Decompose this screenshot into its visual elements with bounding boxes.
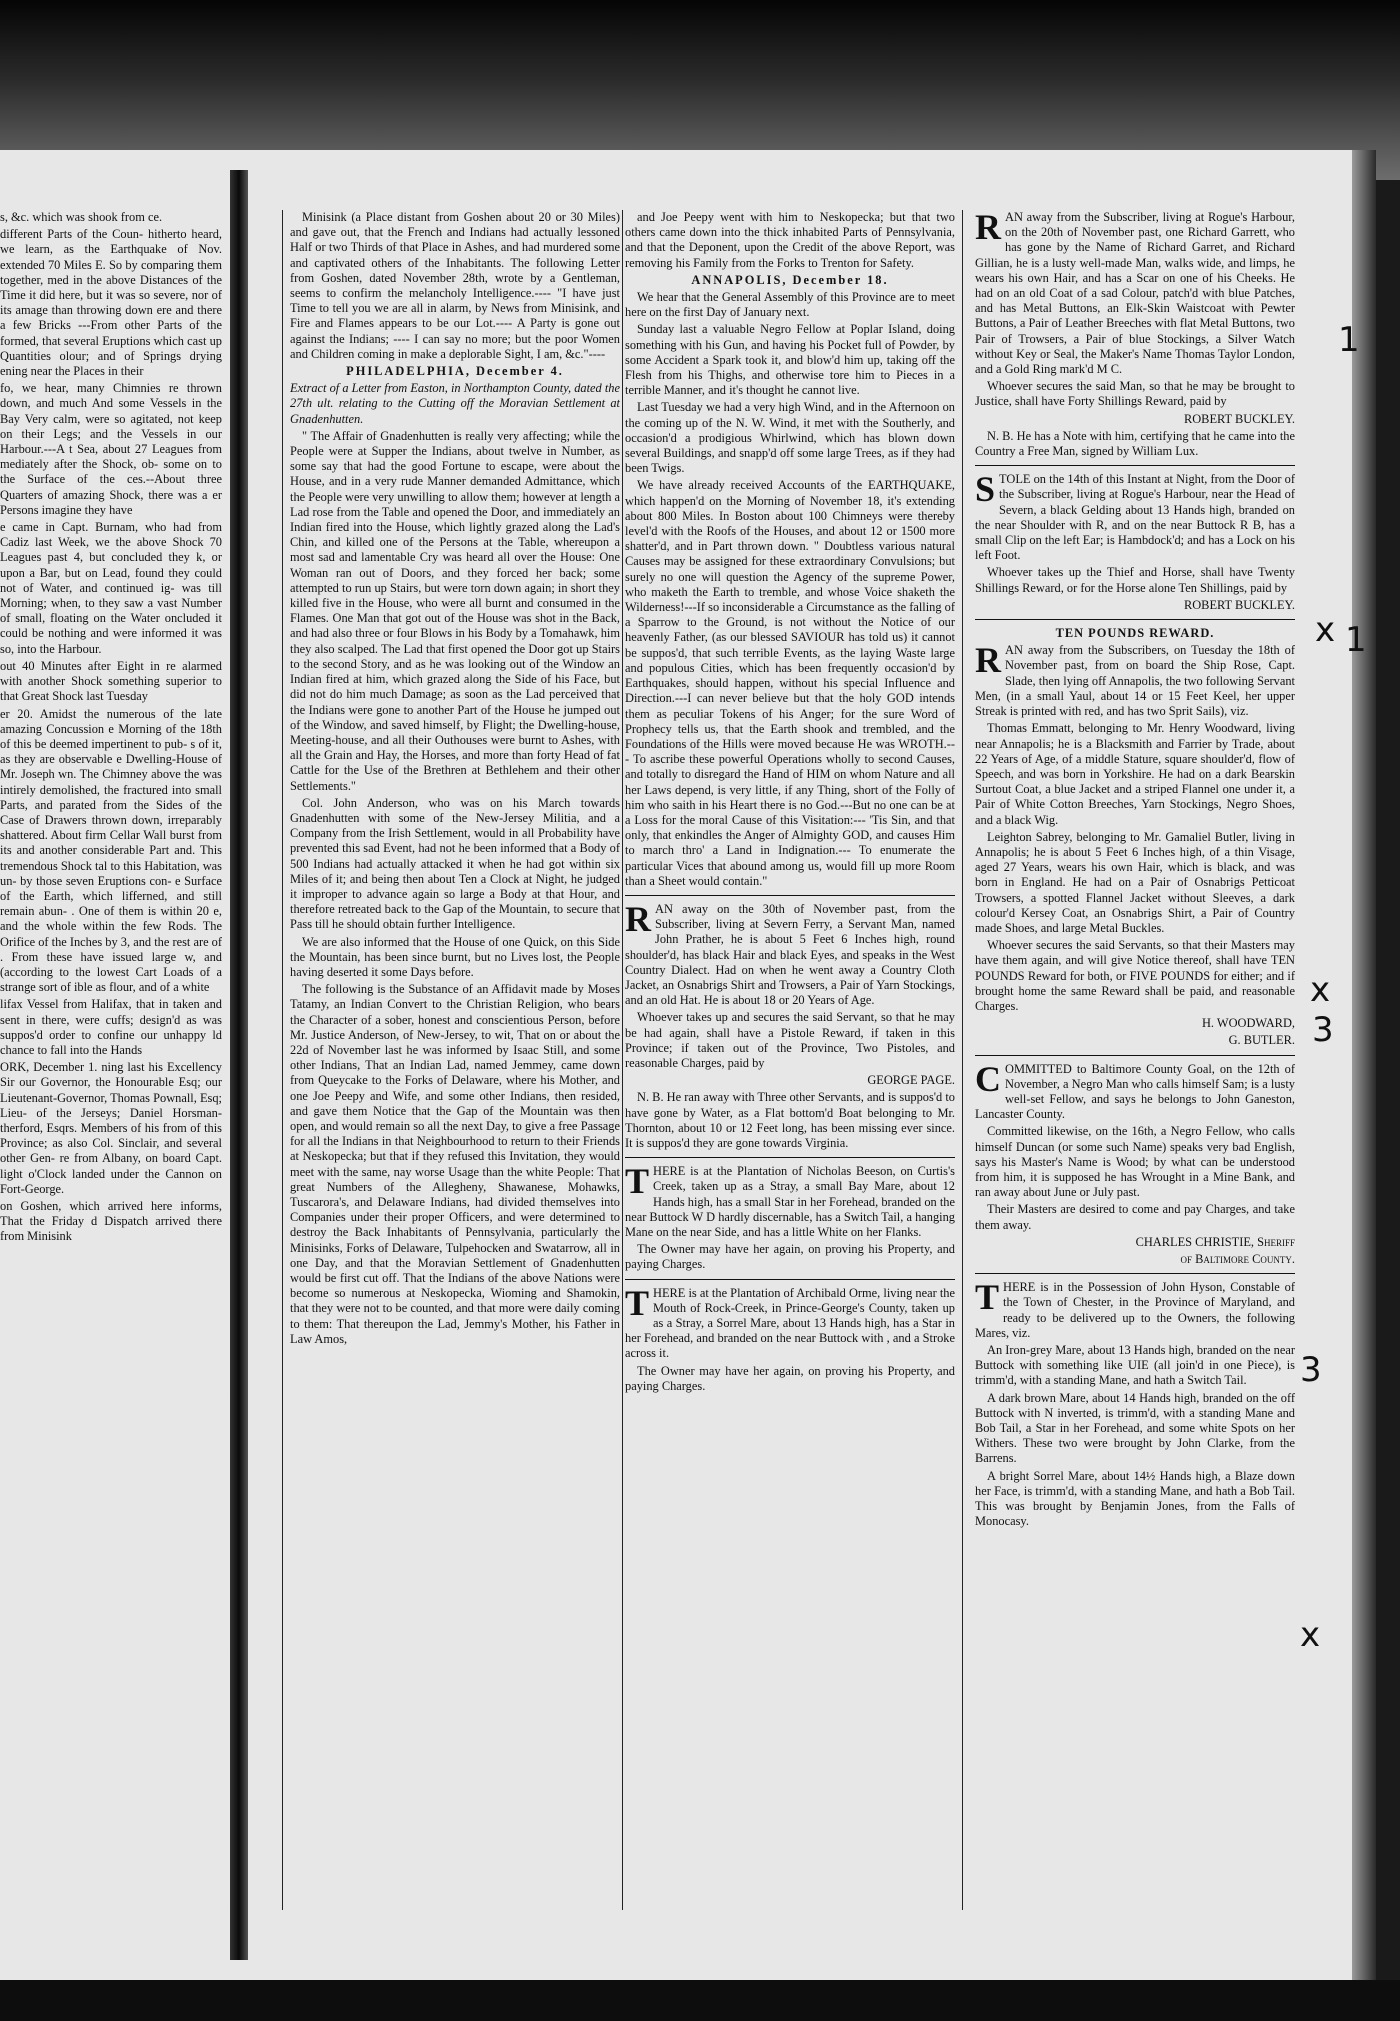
ad-note: N. B. He ran away with Three other Servants, and is suppos'd to have gone by Water, as a Flat bottom'd Boat belonging to Mr. Thornton, about 10 or 12 Feet long, has been missing ever since. It is suppos'd they are gone towards Virginia. (625, 1090, 955, 1150)
article-paragraph: Minisink (a Place distant from Goshen about 20 or 30 Miles) and gave out, that the French and Indians had actually lessoned Half or two Thirds of that Place in Ashes, and had murdered some and captivated others of the Inhabitants. The following Letter from Goshen, dated November 28th, wrote by a Gentleman, seems to confirm the melancholy Intelligence.---- "I have just Time to tell you we are all in alarm, by News from Minisink, and Fire and Flames appears to be our Lot.---- A Party is gone out against the Indians; ---- I can say no more; but the poor Women and Children coming in make a deplorable Sight, I am, &c."---- (290, 210, 620, 361)
ad-note: N. B. He has a Note with him, certifying that he came into the Country a Free Man, signed by William Lux. (975, 428, 1295, 459)
drop-cap: R (625, 898, 651, 939)
handwritten-mark: 1 (1345, 620, 1367, 660)
ad-paragraph: An Iron-grey Mare, about 13 Hands high, branded on the near Buttock with something like UIE (all join'd in one Piece), is trimm'd, with a standing Mane, and hath a Switch Tail. (975, 1343, 1295, 1388)
column-rule (962, 210, 963, 1910)
ad-paragraph: Whoever secures the said Man, so that he may be brought to Justice, shall have Forty Shillings Reward, paid by (975, 379, 1295, 409)
article-paragraph: Col. John Anderson, who was on his March towards Gnadenhutten with some of the New-Jersey Militia, and a Company from the Irish Settlement, would in all Probability have prevented this sad Event, had not he been informed that a Body of 500 Indians had actually attacked it when he had got within six Miles of it; and being then about Ten a Clock at Night, he judged it improper to advance again so large a Body at that Hour, and therefore retreated back to the Gap of the Mountain, to secure that Pass till he should obtain further Intelligence. (290, 795, 620, 932)
drop-cap: T (975, 1277, 1000, 1318)
stolen-horse-ad: STOLE on the 14th of this Instant at Night, from the Door of the Subscriber, living at Rogue's Harbour, near the Head of Severn, a black Gelding about 13 Hands high, branded on the near Shoulder with R, and on the near Buttock R B, has a small Clip on the left Ear; is Hambdock'd; and has a Lock on his left Foot. (975, 469, 1295, 563)
stray-ad: THERE is at the Plantation of Nicholas Beeson, on Curtis's Creek, taken up as a Stray, a small Bay Mare, about 12 Hands high, has a small Star in her Forehead, branded on the near Buttock W D hardly discernable, has a Switch Tail, a hanging Mane on the near Side, and has a little White on her Flanks. (625, 1161, 955, 1239)
left-paragraph: fo, we hear, many Chimnies re thrown down, and much And some Vessels in the Bay Very calm, were so agitated, not keep on their Legs; and the Vessels in our Harbour.---A t Sea, about 27 Leagues from mediately after the Shock, ob- some on to the Surface of the ces.--About three Quarters of amazing Shock, there was a er Persons imagine they have (0, 381, 222, 517)
section-divider (625, 895, 955, 896)
left-paragraph: on Goshen, which arrived here informs, That the Friday d Dispatch arrived there from Minisink (0, 1199, 222, 1244)
left-paragraph: e came in Capt. Burnam, who had from Cadiz last Week, we the above Shock 70 Leagues past 4, but concluded they k, or upon a Bar, but on Lead, found they could not of Water, and continued ig- was till Morning; when, to they saw a vast Number of small, floating on the Water oncluded it could be nothing and were informed it was so, into the Harbour. (0, 520, 222, 656)
handwritten-mark: 1 (1338, 320, 1360, 360)
column-a (290, 210, 620, 1920)
ad-paragraph: Their Masters are desired to come and pay Charges, and take them away. (975, 1202, 1295, 1232)
section-divider (975, 465, 1295, 466)
handwritten-mark: x (1310, 970, 1331, 1010)
left-paragraph: out 40 Minutes after Eight in re alarmed with another Shock something superior to that Great Shock last Tuesday (0, 658, 222, 704)
ad-signature: CHARLES CHRISTIE, Sheriff (1135, 1234, 1295, 1249)
ad-signature: H. WOODWARD, (1201, 1016, 1295, 1031)
ad-paragraph: A dark brown Mare, about 14 Hands high, branded on the off Buttock with N inverted, is trimm'd, with a standing Mane and Bob Tail, a Star in her Forehead, and some white Spots on her Withers. These two were brought by John Clarke, from the Barrens. (975, 1390, 1295, 1466)
dateline-heading: ANNAPOLIS, December 18. (691, 272, 889, 287)
committed-ad: COMMITTED to Baltimore County Goal, on the 12th of November, a Negro Man who calls himself Sam; is a lusty well-set Fellow, and says he belongs to John Ganeston, Lancaster County. (975, 1058, 1295, 1122)
ad-paragraph: Whoever takes up the Thief and Horse, shall have Twenty Shillings Reward, or for the Horse alone Ten Shillings, paid by (975, 565, 1295, 595)
column-rule (282, 210, 283, 1910)
ad-paragraph: The Owner may have her again, on proving his Property, and paying Charges. (625, 1242, 955, 1272)
ad-paragraph: Whoever takes up and secures the said Servant, so that he may be had again, shall have a Pistole Reward, if taken in this Province; if taken out of the Province, Two Pistoles, and reasonable Charges, paid by (625, 1010, 955, 1070)
drop-cap: S (975, 469, 996, 510)
drop-cap: T (625, 1282, 650, 1323)
runaway-ad: RAN away from the Subscriber, living at Rogue's Harbour, on the 20th of November past, one Richard Garrett, who has gone by the Name of Richard Garret, and Richard Gillian, he is a lusty well-made Man, walks wide, and limps, he wears his own Hair, and has a Scar on one of his Cheeks. He had on an old Coat of a sad Colour, patch'd with blue Patches, and has Metal Buttons, an Elk-Skin Waistcoat with Pewter Buttons, a Pair of Leather Breeches with flat Metal Buttons, two Pair of Trowsers, a Pair of blue Stockings, a Silver Watch without Key or Seal, the Maker's Name Thomas Taylor London, and a Gold Ring mark'd M C. (975, 210, 1295, 377)
ad-signature: of Baltimore County. (1180, 1252, 1295, 1266)
scan-shadow-bottom (0, 1980, 1400, 2021)
article-paragraph: and Joe Peepy went with him to Neskopecka; but that two others came down into the thick inhabited Parts of Pennsylvania, and that the Deponent, upon the Credit of the above Report, was removing his Family from the Forks to Trenton for Safety. (625, 210, 955, 270)
drop-cap: R (975, 640, 1001, 681)
ad-paragraph: A bright Sorrel Mare, about 14½ Hands high, a Blaze down her Face, is trimm'd, with a standing Mane, and hath a Bob Tail. This was brought by Benjamin Jones, from the Falls of Monocasy. (975, 1468, 1295, 1529)
section-divider (975, 1055, 1295, 1056)
article-paragraph: We hear that the General Assembly of this Province are to meet here on the first Day of January next. (625, 290, 955, 320)
article-paragraph: " The Affair of Gnadenhutten is really very affecting; while the People were at Supper the Indians, about twelve in Number, as some say that had the good Fortune to escape, were about the House, and in a very rude Manner demanded Admittance, which the People were very unwilling to allow them; however at length a Lad rose from the Table and opened the Door, and immediately an Indian fired into the House, which lightly grazed along the Lad's Chin, and killed one of the Persons at the Table, whereupon a most sad and lamentable Cry was heard all over the House: One Woman ran out of Doors, and they forced her back; some attempted to run up Stairs, but were torn down again; in short they killed five in the House, who were all burnt and consumed in the Flames. One Man that got out of the House was shot in the Back, and had also three or four Blows in his Body by a Tomahawk, him they also scalped. The Lad that first opened the Door got up Stairs to the second Story, and as he was looking out of the Window an Indian fired at him, which grazed along the Side of his Face, but did not do him much Damage; as soon as the Lad perceived that the Indians were gone to another Part of the House he jumped out of the Window, and saved himself, by Flight; the Dwelling-house, Meeting-house, and all their Outhouses were burnt to Ashes, with all the Grain and Hay, the Horses, and more than forty Head of fat Cattle for the Use of the Brethren at Bethlehem and their other Settlements." (290, 428, 620, 793)
binding-gutter (230, 170, 248, 1960)
ad-paragraph: Committed likewise, on the 16th, a Negro Fellow, who calls himself Duncan (or some such Name) speaks very bad English, says his Master's Name is Wood; by what can be understood from him, it is supposed he has Wrought in a Mine Bank, and ran away about June or July past. (975, 1124, 1295, 1200)
handwritten-mark: x (1315, 610, 1336, 650)
dateline-heading: PHILADELPHIA, December 4. (346, 364, 564, 379)
page-edge (1352, 150, 1376, 1980)
handwritten-mark: 3 (1312, 1010, 1334, 1050)
ad-signature: ROBERT BUCKLEY. (1183, 411, 1295, 426)
left-paragraph: different Parts of the Coun- hitherto heard, we learn, as the Earthquake of Nov. extended 70 Miles E. So by comparing them together, med in the above Distances of the Time it did here, but it was so severe, nor of its amage than throwing down ere and there a few Bricks ---From other Parts of the formed, that several Eruptions which cast up Quantities olour; and of Springs drying ening near the Places in their (0, 227, 222, 379)
article-paragraph: Last Tuesday we had a very high Wind, and in the Afternoon on the coming up of the N. W. Wind, it met with the Southerly, and occasion'd a prodigious Whirlwind, which has blown down several Buildings, and snapp'd off some large Trees, as if they had been Twigs. (625, 400, 955, 476)
left-paragraph: er 20. Amidst the numerous of the late amazing Concussion e Morning of the 18th of this be deemed impertinent to pub- s of it, as they are observable e Dwelling-House of Mr. Joseph wn. The Chimney above the was intirely demolished, the fractured into small Parts, and parated from the Sides of the Case of Drawers thrown down, irreparably shattered. About firm Cellar Wall burst from its and another considerable Part and. This tremendous Shock tal to this Habitation, was un- by those seven Eruptions con- e Surface of the Earth, which lifferned, and still remain abun- . One of them is within 20 e, and the whole within the few Rods. The Orifice of the Inches by 3, and the rest are of . From these have issued large w, and (according to the lowest Cart Loads of a strange sort of ible as flour, and of a white (0, 706, 222, 995)
left-paragraph: s, &c. which was shook from ce. (0, 210, 163, 224)
article-paragraph: Sunday last a valuable Negro Fellow at Poplar Island, doing something with his Gun, and having his Pocket full of Powder, by some Accident a Spark took it, and blow'd him up, taking off the Flesh from his Thighs, and otherwise tore him to Pieces in a terrible Manner, and it's thought he cannot live. (625, 322, 955, 398)
left-paragraph: lifax Vessel from Halifax, that in taken and sent in there, were cuffs; design'd as was suppos'd order to confine our unhappy ld chance to fall into the Hands (0, 997, 222, 1057)
ad-paragraph: Leighton Sabrey, belonging to Mr. Gamaliel Butler, living in Annapolis; he is about 5 Feet 6 Inches high, of a thin Visage, aged 27 Years, wears his own Hair, which is black, and was born in England. He had on a Pair of Osnabrigs Petticoat Trowsers, a spotted Flannel Jacket without Sleeves, a dark colour'd Kersey Coat, an Osnabrigs Shirt, a Pair of Country made Shoes, and large Metal Buckles. (975, 829, 1295, 935)
runaway-ad: RAN away on the 30th of November past, from the Subscriber, living at Severn Ferry, a Servant Man, named John Prather, he is about 5 Feet 6 Inches high, round shoulder'd, has black Hair and black Eyes, and speaks in the West Country Dialect. Had on when he went away a Country Cloth Jacket, an Osnabrigs Shirt and Trowsers, a Pair of Yarn Stockings, and an old Hat. He is about 18 or 20 Years of Age. (625, 898, 955, 1008)
column-rule (622, 210, 623, 1910)
handwritten-mark: x (1300, 1615, 1321, 1655)
handwritten-mark: 3 (1300, 1350, 1322, 1390)
ad-paragraph: Whoever secures the said Servants, so that their Masters may have them again, and will give Notice thereof, shall have TEN POUNDS Reward for both, or FIVE POUNDS for either; and if brought home the same Reward shall be paid, and reasonable Charges. (975, 938, 1295, 1013)
article-paragraph: The following is the Substance of an Affidavit made by Moses Tatamy, an Indian Convert to the Christian Religion, who bears the Character of a sober, honest and conscientious Person, before Mr. Justice Anderson, of New-Jersey, to wit, That on or about the 22d of November last he was informed by Isaac Still, and some other Indians, That an Indian Lad, named Jemmey, came down from Queycake to the Forks of Delaware, where his Mother, and one Joe Peepy and Wife, and some other Indians, then resided, and gave them Notice that the Gap of the Mountain was then open, and would remain so all the next Day, to give a free Passage for all the Indians in that Neighbourhood to return to their Friends at Neskopecka; but that if they refused this Invitation, they would meet with the same, nay worse Usage than the white People: That great Numbers of the Allegheny, Shawanese, Mohawks, Tuscarora's, and Delaware Indians, had divided themselves into Companies under their proper Officers, and were determined to destroy the Back Inhabitants of Pennsylvania, particularly the Minisinks, Forks of Delaware, Tulpehocken and Swatarrow, all in one Day, and that the Moravian Settlement of Gnadenhutten would be first cut off. That the Indians of the above Nations were become so numerous at Neskopecka, Wioming and Shamokin, that they were not to be counted, and that more were daily coming to them: That thereupon the Lad, Jemmy's Mother, his Father in Law Amos, (290, 982, 620, 1346)
article-paragraph: We have already received Accounts of the EARTHQUAKE, which happen'd on the Morning of November 18, it's extending about 800 Miles. In Boston about 100 Chimneys were thereby level'd with the Roofs of the Houses, and about 12 or 1500 more shatter'd, and in Part thrown down. " Doubtless various natural Causes may be assigned for these extraordinary Convulsions; but surely no one will question the Agency of the supreme Power, who maketh the Earth to tremble, and whose Voice shaketh the Wilderness!---If so inconsiderable a Circumstance as the falling of a Sparrow to the Ground, is not without the Notice of our heavenly Father, (as our blessed SAVIOUR has told us) it cannot be suppos'd, that such terrible Events, as the laying Waste large and populous Cities, which has been frequently occasion'd by Earthquakes, should happen, without his special Influence and Direction.---I can never believe but that the holy GOD intends them as peculiar Tokens of his Anger; for the sure Word of Prophecy tells us, that the Earth shook and trembled, and the Foundations of the Hills were moved because He was WROTH.--- To ascribe these powerful Operations wholly to second Causes, and totally to disregard the Hand of HIM on whom Nature and all her Laws depend, is very little, if any Thing, short of the Folly of him who saith in his Heart there is no God.---But no one can be at a Loss for the moral Cause of this Visitation:--- 'Tis Sin, and that only, that enkindles the Anger of Almighty GOD, and causes Him to march thro' a Land in Indignation.--- To enumerate the particular Vices that abound among us, would fill up more Room than a Sheet would contain." (625, 478, 955, 888)
ad-paragraph: The Owner may have her again, on proving his Property, and paying Charges. (625, 1363, 955, 1393)
ad-signature: GEORGE PAGE. (867, 1073, 955, 1088)
newspaper-page (0, 150, 1376, 1980)
section-divider (625, 1157, 955, 1158)
left-column-fragment (0, 210, 222, 1920)
section-divider (625, 1279, 955, 1280)
drop-cap: T (625, 1161, 650, 1202)
left-paragraph: ORK, December 1. ning last his Excellency Sir our Governor, the Honourable Esq; our Lieutenant-Governor, Thomas Pownall, Esq; Lieu- of the Jerseys; Daniel Horsman- therford, Esqrs. Members of his from of this Province; as also Col. Sinclair, and several other Gen- re from Albany, on board Capt. light o'Clock landed under the Cannon on Fort-George. (0, 1060, 222, 1196)
section-divider (975, 1273, 1295, 1274)
article-paragraph: We are also informed that the House of one Quick, on this Side the Mountain, has been since burnt, but no Lives lost, the People having deserted it some Days before. (290, 934, 620, 979)
ad-paragraph: Thomas Emmatt, belonging to Mr. Henry Woodward, living near Annapolis; he is a Blacksmith and Farrier by Trade, about 22 Years of Age, of a middle Stature, square shoulder'd, flow of Speech, and was born in Yorkshire. He had on a dark Bearskin Surtout Coat, a blue Jacket and a striped Flannel one under it, a Pair of White Cotton Breeches, Yarn Stockings, Negro Shoes, and a black Wig. (975, 721, 1295, 827)
stray-ad: THERE is at the Plantation of Archibald Orme, living near the Mouth of Rock-Creek, in Prince-George's County, taken up as a Stray, a Sorrel Mare, about 13 Hands high, has a Star in her Forehead, and branded on the near Buttock with , and a Stroke across it. (625, 1282, 955, 1361)
section-divider (975, 619, 1295, 620)
ad-title: TEN POUNDS REWARD. (1055, 626, 1215, 641)
extract-intro: Extract of a Letter from Easton, in Northampton County, dated the 27th ult. relating to the Cutting off the Moravian Settlement at Gnadenhutten. (290, 381, 620, 426)
reward-ad: RAN away from the Subscribers, on Tuesday the 18th of November past, from on board the Ship Rose, Capt. Slade, then lying off Annapolis, the two following Servant Men, (in a small Yaul, about 14 or 15 Feet Keel, her upper Streak is printed with red, and has two Sprit Sails), viz. (975, 640, 1295, 719)
ad-signature: G. BUTLER. (1228, 1033, 1295, 1048)
ad-signature: ROBERT BUCKLEY. (1183, 597, 1295, 612)
stray-mares-ad: THERE is in the Possession of John Hyson, Constable of the Town of Chester, in the Province of Maryland, and ready to be delivered up to the Owners, the following Mares, viz. (975, 1277, 1295, 1340)
column-c (975, 210, 1295, 1920)
drop-cap: R (975, 210, 1001, 247)
column-b (625, 210, 955, 1920)
drop-cap: C (975, 1058, 1001, 1099)
